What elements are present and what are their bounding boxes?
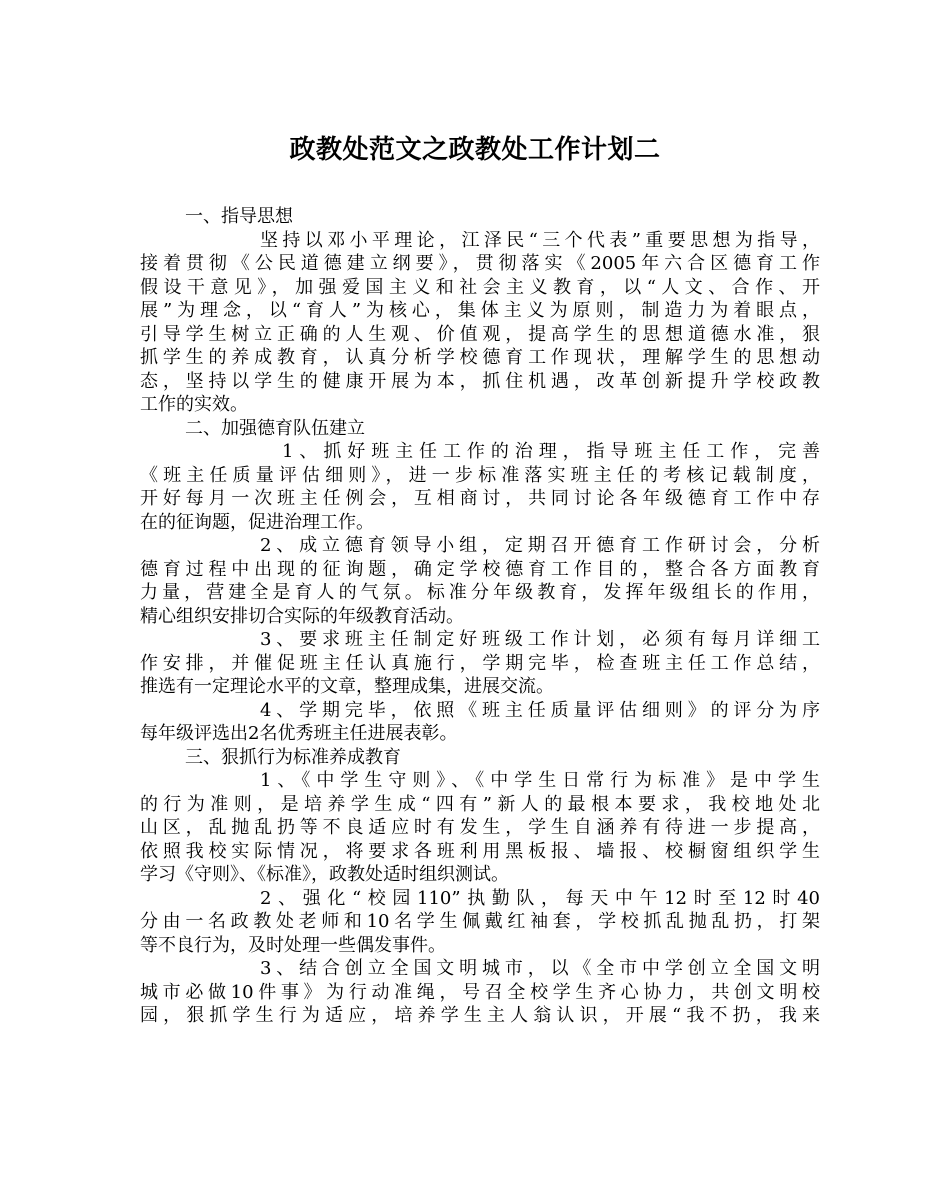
paragraph-line: 的行为准则，是培养学生成“四有”新人的最根本要求，我校地处北 [140,793,820,815]
paragraph-line: 展”为理念，以“育人”为核心，集体主义为原则，制造力为着眼点， [140,300,820,321]
paragraph-line: 学习《守则》、《标准》，政教处适时组织测试。 [140,864,509,885]
paragraph-line: 力量，营建全是育人的气氛。标准分年级教育，发挥年级组长的作用， [140,582,820,603]
paragraph-line: 2、成立德育领导小组，定期召开德育工作研讨会，分析 [260,535,820,556]
paragraph-line: 每年级评选出2名优秀班主任进展表彰。 [140,723,458,744]
paragraph-line: 园，狠抓学生行为适应，培养学生主人翁认识，开展“我不扔，我来 [140,1005,820,1026]
paragraph-line: 依照我校实际情况，将要求各班利用黑板报、墙报、校橱窗组织学生 [140,840,820,862]
paragraph-line: 推选有一定理论水平的文章，整理成集，进展交流。 [140,676,554,697]
paragraph-line: 接着贯彻《公民道德建立纲要》，贯彻落实《2005年六合区德育工作 [140,253,820,274]
section-heading: 一、指导思想 [185,206,293,227]
paragraph-line: 1、《中学生守则》、《中学生日常行为标准》是中学生 [260,770,820,791]
paragraph-line: 坚持以邓小平理论，江泽民“三个代表”重要思想为指导， [260,229,820,251]
paragraph-line: 开好每月一次班主任例会，互相商讨，共同讨论各年级德育工作中存 [140,488,820,509]
paragraph-line: 2、强化“校园110”执勤队，每天中午12时至12时40 [260,887,820,909]
paragraph-line: 引导学生树立正确的人生观、价值观，提高学生的思想道德水准，狠 [140,323,820,345]
document-body [140,205,820,1028]
paragraph-line: 4、学期完毕，依照《班主任质量评估细则》的评分为序 [260,699,820,721]
paragraph-line: 抓学生的养成教育，认真分析学校德育工作现状，理解学生的思想动 [140,347,820,368]
paragraph-line: 3、结合创立全国文明城市，以《全市中学创立全国文明 [260,958,820,979]
paragraph-line: 工作的实效。 [140,394,248,415]
page-title: 政教处范文之政教处工作计划二 [289,135,661,165]
paragraph-line: 《班主任质量评估细则》，进一步标准落实班主任的考核记载制度， [140,464,820,486]
section-heading: 二、加强德育队伍建立 [185,417,365,439]
paragraph-line: 态，坚持以学生的健康开展为本，抓住机遇，改革创新提升学校政教 [140,370,820,392]
paragraph-line: 精心组织安排切合实际的年级教育活动。 [140,605,464,627]
paragraph-line: 山区，乱抛乱扔等不良适应时有发生，学生自涵养有待进一步提高， [140,817,820,838]
paragraph-line: 1、抓好班主任工作的治理，指导班主任工作，完善 [282,441,820,462]
paragraph-line: 3、要求班主任制定好班级工作计划，必须有每月详细工 [260,629,820,650]
paragraph-line: 作安排，并催促班主任认真施行，学期完毕，检查班主任工作总结， [140,652,820,674]
paragraph-line: 德育过程中出现的征询题，确定学校德育工作目的，整合各方面教育 [140,558,820,580]
paragraph-line: 假设干意见》，加强爱国主义和社会主义教育，以“人文、合作、开 [140,276,820,298]
paragraph-line: 分由一名政教处老师和10名学生佩戴红袖套，学校抓乱抛乱扔，打架 [140,911,820,932]
section-heading: 三、狠抓行为标准养成教育 [185,746,401,768]
paragraph-line: 等不良行为，及时处理一些偶发事件。 [140,934,446,956]
paragraph-line: 在的征询题，促进治理工作。 [140,511,374,533]
paragraph-line: 城市必做10件事》为行动准绳，号召全校学生齐心协力，共创文明校 [140,981,820,1003]
